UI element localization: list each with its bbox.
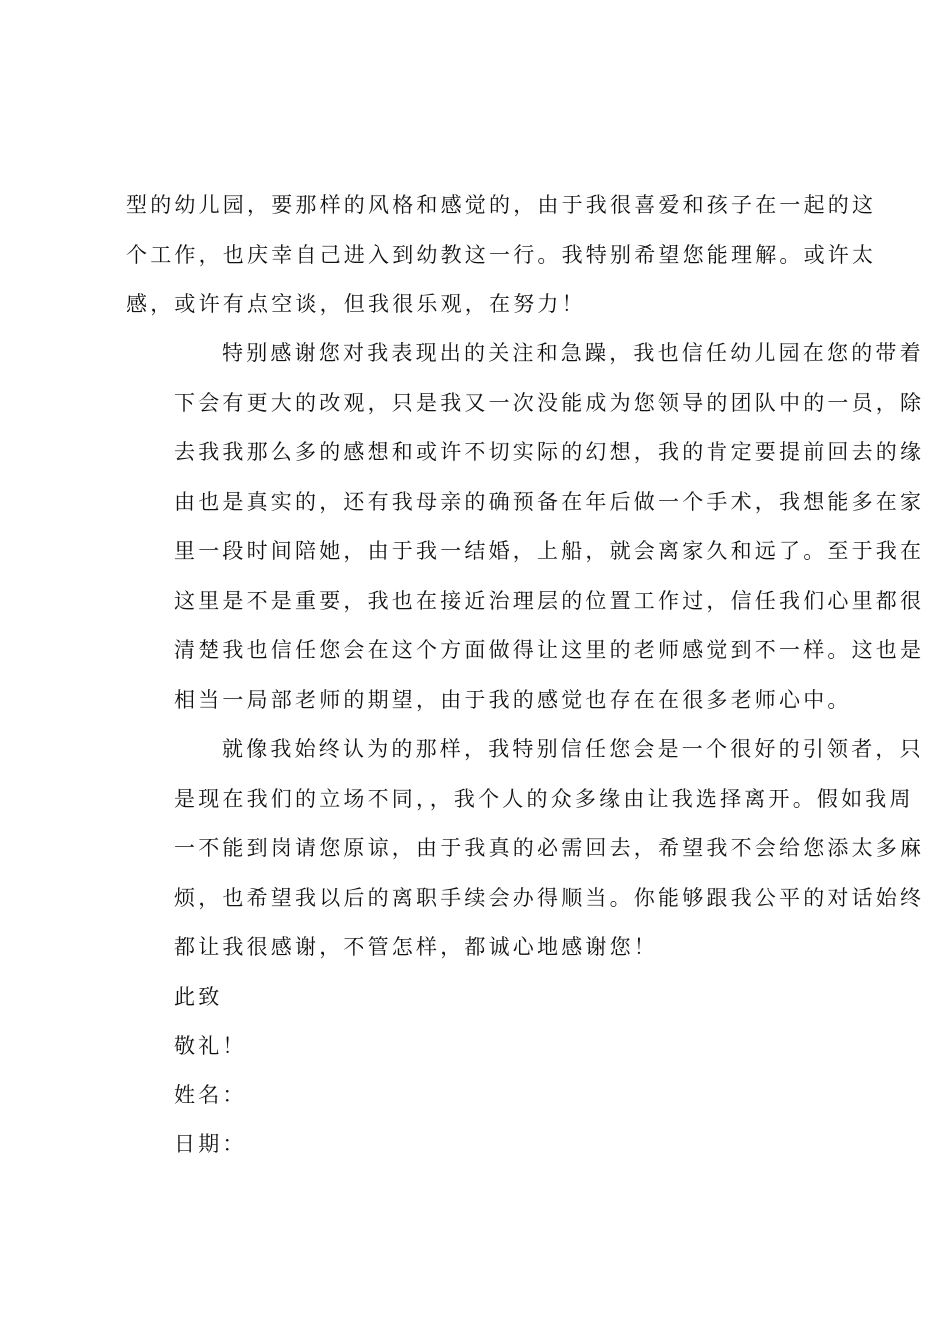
- text-line: 个工作，也庆幸自己进入到幼教这一行。我特别希望您能理解。或许太: [126, 242, 877, 267]
- text-line: 感，或许有点空谈，但我很乐观，在努力！: [126, 292, 586, 316]
- text-line: 型的幼儿园，要那样的风格和感觉的，由于我很喜爱和孩子在一起的这: [126, 193, 877, 217]
- text-line: 这里是不是重要，我也在接近治理层的位置工作过，信任我们心里都很: [174, 588, 925, 613]
- text-line: 特别感谢您对我表现出的关注和急躁，我也信任幼儿园在您的带着: [222, 341, 924, 365]
- text-line: 去我我那么多的感想和或许不切实际的幻想，我的肯定要提前回去的缘: [174, 440, 925, 464]
- signature-name-label: 姓名：: [174, 1083, 247, 1107]
- text-line: 清楚我也信任您会在这个方面做得让这里的老师感觉到不一样。这也是: [174, 638, 925, 662]
- closing-regards: 敬礼！: [174, 1034, 247, 1058]
- closing-salutation: 此致: [174, 985, 223, 1009]
- paragraph-gratitude: [126, 329, 925, 725]
- text-line: 由也是真实的，还有我母亲的确预备在年后做一个手术，我想能多在家: [174, 489, 925, 514]
- text-line: 就像我始终认为的那样，我特别信任您会是一个很好的引领者，只: [222, 737, 924, 761]
- text-line: 一不能到岗请您原谅，由于我真的必需回去，希望我不会给您添太多麻: [174, 836, 925, 860]
- text-line: 烦，也希望我以后的离职手续会办得顺当。你能够跟我公平的对话始终: [174, 885, 925, 910]
- paragraph-farewell: [126, 725, 925, 973]
- text-line: 都让我很感谢，不管怎样，都诚心地感谢您！: [174, 935, 658, 959]
- signature-date-label: 日期：: [174, 1132, 247, 1156]
- text-line: 相当一局部老师的期望，由于我的感觉也存在在很多老师心中。: [174, 687, 852, 712]
- text-line: 下会有更大的改观，只是我又一次没能成为您领导的团队中的一员，除: [174, 390, 925, 415]
- text-line: 是现在我们的立场不同，，我个人的众多缘由让我选择离开。假如我周: [174, 786, 914, 811]
- text-line: 里一段时间陪她，由于我一结婚，上船，就会离家久和远了。至于我在: [174, 539, 925, 563]
- continued-paragraph: [126, 181, 877, 330]
